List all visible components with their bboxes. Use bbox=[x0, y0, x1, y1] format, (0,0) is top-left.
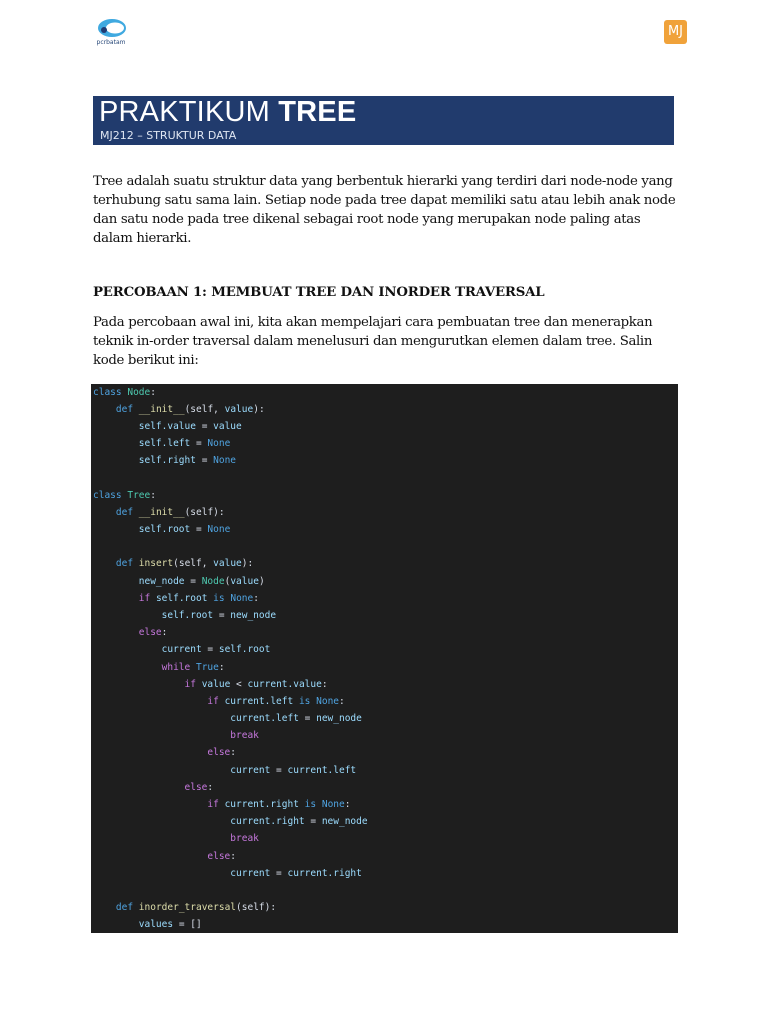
code-token bbox=[93, 747, 207, 758]
code-token: = bbox=[298, 713, 317, 725]
code-token: value bbox=[224, 403, 254, 415]
code-token bbox=[93, 421, 139, 432]
code-token: inorder_traversal bbox=[138, 902, 237, 914]
code-token: (self): bbox=[236, 902, 277, 914]
code-line bbox=[93, 555, 368, 572]
code-token: current bbox=[161, 644, 202, 656]
course-subtitle: MJ212 – STRUKTUR DATA bbox=[100, 129, 237, 142]
code-token: : bbox=[344, 799, 351, 810]
code-token: : bbox=[230, 747, 237, 759]
code-token: def bbox=[115, 506, 134, 518]
code-token: : bbox=[230, 850, 237, 862]
code-token: ): bbox=[253, 403, 265, 415]
code-line bbox=[93, 796, 368, 813]
code-text bbox=[93, 384, 368, 933]
code-token: else bbox=[184, 781, 208, 793]
code-line bbox=[93, 469, 368, 486]
code-line bbox=[93, 916, 368, 933]
title-banner bbox=[93, 96, 674, 145]
code-line bbox=[93, 607, 368, 624]
code-token: current.left bbox=[287, 764, 357, 776]
code-token: : bbox=[339, 695, 345, 707]
code-token: Node bbox=[127, 386, 151, 398]
code-token: : bbox=[207, 781, 214, 793]
code-line bbox=[93, 710, 368, 727]
code-token: = bbox=[190, 524, 208, 535]
code-token bbox=[93, 610, 162, 621]
code-token bbox=[93, 851, 207, 862]
code-token: if bbox=[207, 695, 219, 707]
code-token: class bbox=[93, 386, 122, 398]
code-line bbox=[93, 744, 368, 761]
code-line bbox=[93, 830, 368, 847]
code-token: = bbox=[195, 420, 214, 432]
code-token bbox=[93, 713, 230, 724]
code-token: is bbox=[298, 695, 311, 707]
page-title bbox=[99, 96, 356, 129]
code-token bbox=[93, 696, 207, 707]
code-token bbox=[93, 644, 162, 655]
code-token: value bbox=[201, 678, 231, 690]
code-token bbox=[93, 558, 116, 569]
code-line bbox=[93, 521, 368, 538]
code-token: self.value bbox=[138, 420, 196, 432]
code-token: current.value bbox=[247, 678, 322, 690]
code-token: None bbox=[213, 455, 237, 467]
code-token: break bbox=[230, 833, 259, 845]
code-token bbox=[93, 902, 116, 913]
code-token: else bbox=[207, 850, 231, 862]
code-line bbox=[93, 676, 368, 693]
code-token: None bbox=[207, 438, 231, 450]
pcr-logo bbox=[91, 18, 131, 50]
code-line bbox=[93, 641, 368, 658]
code-line bbox=[93, 813, 368, 830]
code-token: class bbox=[93, 489, 122, 501]
code-line bbox=[93, 590, 368, 607]
code-token: new_node bbox=[230, 609, 277, 621]
code-token: ): bbox=[241, 558, 254, 570]
code-line bbox=[93, 727, 368, 744]
code-line bbox=[93, 504, 368, 521]
code-token bbox=[93, 438, 139, 449]
code-token: = bbox=[270, 867, 288, 879]
code-token bbox=[93, 524, 139, 535]
code-token: break bbox=[230, 730, 259, 742]
code-token: ) bbox=[258, 575, 265, 587]
code-token: : bbox=[218, 661, 225, 673]
code-token: = bbox=[270, 764, 288, 776]
code-line bbox=[93, 624, 368, 641]
code-token bbox=[93, 593, 139, 604]
code-token: : bbox=[321, 678, 328, 690]
code-line bbox=[93, 693, 368, 710]
code-token: self.root bbox=[218, 644, 271, 656]
code-token: def bbox=[115, 902, 134, 914]
code-token bbox=[93, 404, 116, 415]
code-token: None bbox=[207, 524, 231, 535]
code-token: insert bbox=[138, 558, 174, 570]
code-token: current.right bbox=[287, 867, 362, 879]
code-token: else bbox=[207, 747, 231, 759]
code-token: new_node bbox=[321, 816, 368, 828]
pcr-logo-caption: pcrbatam bbox=[96, 39, 126, 46]
code-line bbox=[93, 401, 368, 418]
code-line bbox=[93, 573, 368, 590]
code-line bbox=[93, 538, 368, 555]
code-token: is bbox=[304, 799, 317, 810]
code-line bbox=[93, 882, 368, 899]
code-line bbox=[93, 779, 368, 796]
section-paragraph: Pada percobaan awal ini, kita akan mempelajari cara pembuatan tree dan menerapkan teknik in-order traversal dalam menelusuri dan mengurutkan elemen dalam tree. Salin kode berikut ini: bbox=[93, 315, 653, 368]
code-token: self.root bbox=[155, 592, 208, 604]
code-token: = bbox=[304, 816, 322, 828]
code-token: (self): bbox=[184, 506, 225, 518]
code-token: current.right bbox=[230, 816, 305, 828]
code-token: = bbox=[201, 644, 219, 656]
code-token: : bbox=[150, 489, 156, 501]
mj-logo: MJ bbox=[664, 20, 687, 44]
code-token bbox=[93, 576, 139, 587]
code-token: self.right bbox=[138, 455, 196, 467]
code-token bbox=[93, 816, 230, 827]
title-normal: PRAKTIKUM bbox=[99, 96, 279, 128]
code-token: = bbox=[184, 575, 202, 587]
code-line bbox=[93, 899, 368, 916]
code-token: __init__ bbox=[138, 506, 185, 518]
code-line bbox=[93, 865, 368, 882]
code-token bbox=[93, 919, 139, 930]
code-token: Tree bbox=[127, 489, 151, 501]
code-token: current.left bbox=[224, 695, 294, 707]
section-heading: PERCOBAAN 1: MEMBUAT TREE DAN INORDER TRAVERSAL bbox=[93, 285, 545, 300]
code-token: current bbox=[230, 867, 271, 879]
code-line bbox=[93, 848, 368, 865]
code-token: = bbox=[195, 455, 214, 467]
code-token bbox=[93, 868, 230, 879]
code-token: self.root bbox=[161, 609, 214, 621]
code-line bbox=[93, 452, 368, 469]
code-token: values bbox=[138, 919, 174, 931]
code-token: (self, bbox=[173, 558, 214, 570]
code-line bbox=[93, 435, 368, 452]
code-token: value bbox=[213, 420, 242, 432]
code-token: self.left bbox=[138, 438, 191, 450]
code-token bbox=[93, 765, 230, 776]
code-token bbox=[93, 662, 162, 673]
code-token bbox=[93, 782, 185, 793]
code-token: None bbox=[321, 799, 345, 810]
code-token bbox=[93, 455, 139, 466]
title-bold: TREE bbox=[278, 96, 357, 128]
code-line bbox=[93, 418, 368, 435]
code-token: current.left bbox=[230, 713, 299, 725]
code-line bbox=[93, 487, 368, 504]
code-token: Node bbox=[201, 575, 225, 587]
code-token: while bbox=[161, 661, 191, 673]
code-token: value bbox=[230, 575, 259, 587]
code-line bbox=[93, 384, 368, 401]
code-token: if bbox=[138, 592, 151, 604]
code-token bbox=[93, 799, 207, 810]
code-token: if bbox=[184, 678, 196, 690]
code-token: def bbox=[115, 558, 134, 570]
code-line bbox=[93, 659, 368, 676]
code-token: current bbox=[230, 764, 271, 776]
code-token: if bbox=[207, 799, 219, 810]
code-token: new_node bbox=[316, 713, 362, 725]
intro-paragraph: Tree adalah suatu struktur data yang berbentuk hierarki yang terdiri dari node-node yang terhubung satu sama lain. Setiap node pada tree dapat memiliki satu atau lebih anak node dan satu node pada tree dikenal sebagai root node yang merupakan node paling atas dalam hierarki. bbox=[93, 174, 676, 246]
code-token: else bbox=[138, 627, 162, 639]
code-token: = bbox=[190, 438, 208, 450]
code-token: : bbox=[253, 592, 259, 604]
code-token: self.root bbox=[138, 524, 191, 535]
code-token: = bbox=[213, 609, 231, 621]
code-token: value bbox=[213, 558, 242, 570]
code-token: True bbox=[195, 661, 219, 673]
code-token: : bbox=[161, 627, 168, 639]
code-token: ( bbox=[224, 575, 231, 587]
code-token bbox=[93, 627, 139, 638]
code-token: None bbox=[316, 695, 340, 707]
code-token: is bbox=[213, 592, 225, 604]
code-token: current.right bbox=[224, 799, 299, 810]
code-token: def bbox=[115, 403, 134, 415]
code-token: < bbox=[230, 678, 248, 690]
code-token: new_node bbox=[138, 575, 185, 587]
code-token bbox=[93, 833, 230, 844]
code-token bbox=[93, 730, 230, 741]
code-token bbox=[93, 679, 185, 690]
pcr-logo-icon bbox=[95, 18, 127, 38]
code-token: __init__ bbox=[138, 403, 185, 415]
code-block bbox=[91, 384, 678, 933]
code-token: None bbox=[230, 592, 254, 604]
code-token bbox=[93, 507, 116, 518]
code-token: (self, bbox=[184, 403, 225, 415]
code-line bbox=[93, 762, 368, 779]
code-token: = [] bbox=[173, 919, 202, 931]
code-token: : bbox=[150, 386, 156, 398]
